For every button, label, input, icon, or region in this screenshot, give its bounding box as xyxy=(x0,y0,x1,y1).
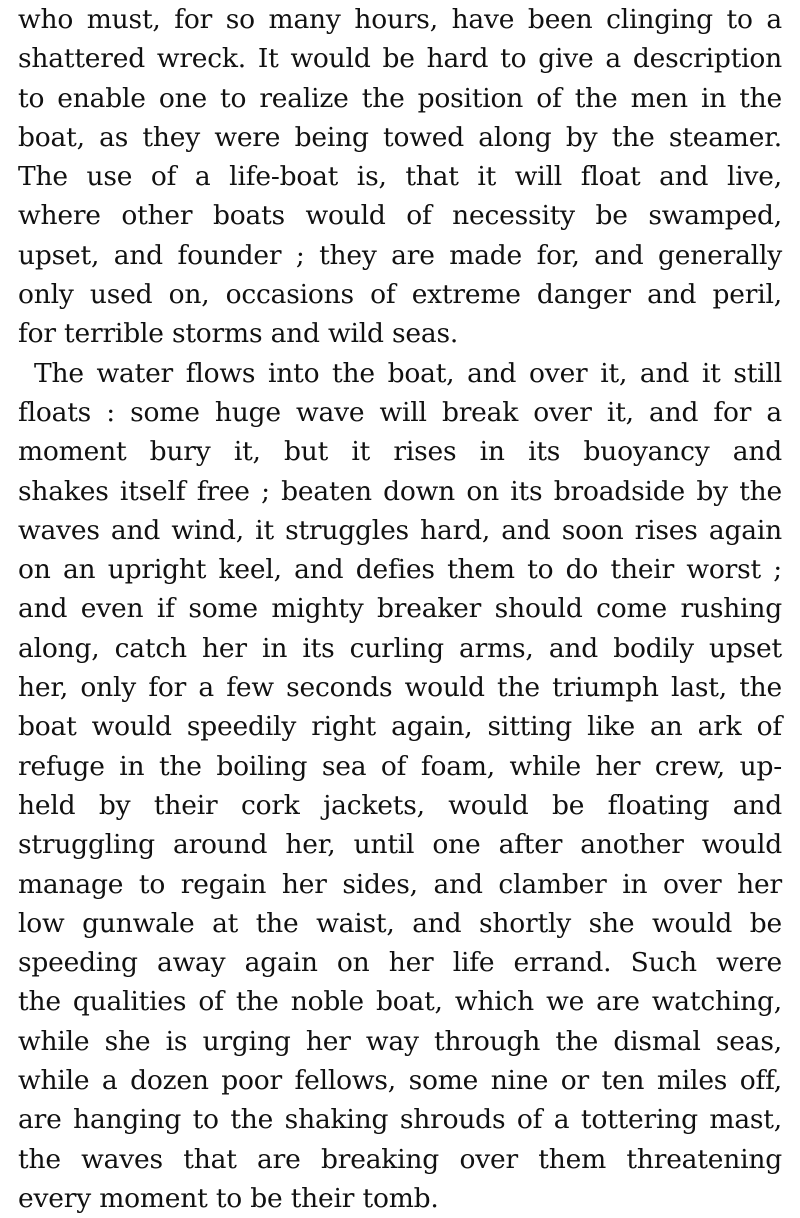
text-line: boat, as they were being towed along by the steamer. xyxy=(18,121,782,153)
text-line: struggling around her, until one after another would xyxy=(18,829,782,861)
paragraph-1 xyxy=(18,0,782,354)
body-text xyxy=(18,0,782,1218)
text-line: along, catch her in its curling arms, and bodily upset xyxy=(18,632,782,664)
text-line: while she is urging her way through the dismal seas, xyxy=(18,1025,782,1057)
text-line: are hanging to the shaking shrouds of a tottering mast, xyxy=(18,1104,782,1136)
text-line: The use of a life-boat is, that it will float and live, xyxy=(18,161,782,193)
text-line: held by their cork jackets, would be floating and xyxy=(18,789,782,821)
text-line: floats : some huge wave will break over it, and for a xyxy=(18,396,782,428)
text-line: to enable one to realize the position of the men in the xyxy=(18,82,782,114)
text-line: waves and wind, it struggles hard, and soon rises again xyxy=(18,514,782,546)
text-line: moment bury it, but it rises in its buoyancy and xyxy=(18,436,782,468)
text-line: on an upright keel, and defies them to do their worst ; xyxy=(18,554,782,586)
paragraph-2 xyxy=(18,354,782,1218)
text-line: manage to regain her sides, and clamber in over her xyxy=(18,868,782,900)
text-line: while a dozen poor fellows, some nine or ten miles off, xyxy=(18,1065,782,1097)
text-line: low gunwale at the waist, and shortly she would be xyxy=(18,907,782,939)
text-line: for terrible storms and wild seas. xyxy=(18,318,459,350)
text-line: only used on, occasions of extreme danger and peril, xyxy=(18,279,782,311)
text-line: The water flows into the boat, and over it, and it still xyxy=(34,357,782,389)
text-line: her, only for a few seconds would the triumph last, the xyxy=(18,672,782,704)
text-line: where other boats would of necessity be swamped, xyxy=(18,200,782,232)
text-line: the qualities of the noble boat, which we are watching, xyxy=(18,986,782,1018)
text-line: the waves that are breaking over them threatening xyxy=(18,1143,782,1175)
text-line: every moment to be their tomb. xyxy=(18,1182,439,1214)
text-line: shattered wreck. It would be hard to give a description xyxy=(18,43,782,75)
text-line: refuge in the boiling sea of foam, while her crew, up- xyxy=(18,750,782,782)
text-line: speeding away again on her life errand. Such were xyxy=(18,947,782,979)
text-line: who must, for so many hours, have been clinging to a xyxy=(18,4,782,35)
text-line: boat would speedily right again, sitting like an ark of xyxy=(18,711,782,743)
text-line: and even if some mighty breaker should come rushing xyxy=(18,593,782,625)
text-line: shakes itself free ; beaten down on its broadside by the xyxy=(18,475,782,507)
text-line: upset, and founder ; they are made for, and generally xyxy=(18,239,782,271)
